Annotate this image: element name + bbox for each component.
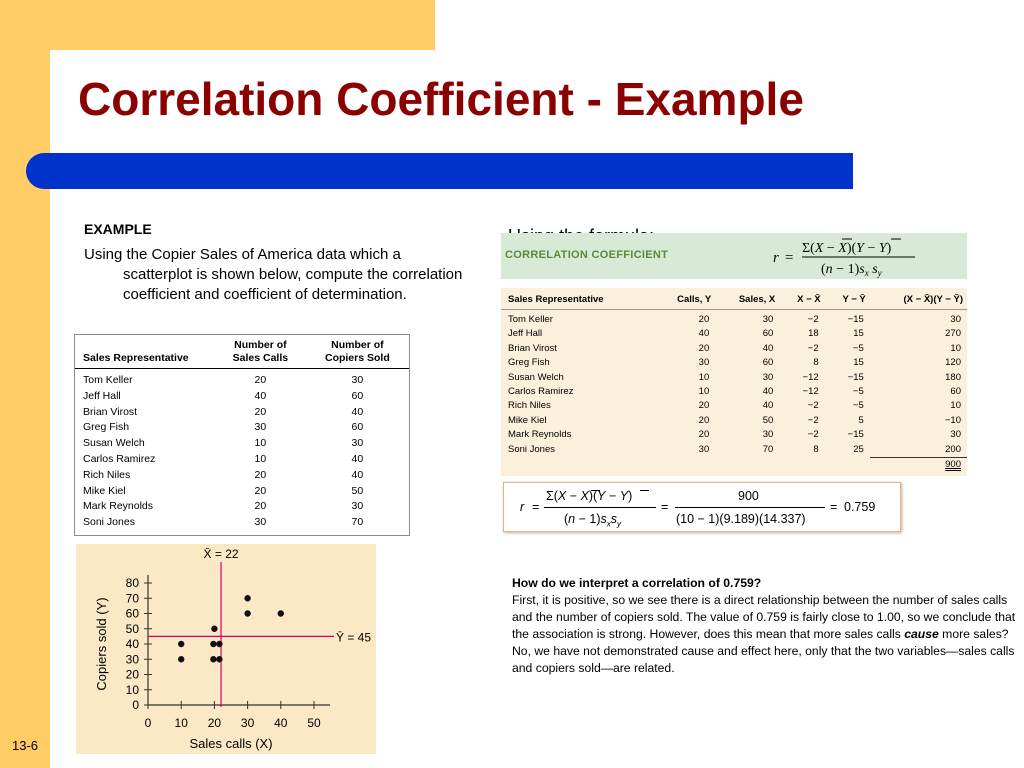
table-row bbox=[501, 327, 967, 341]
calc-cell: 30 bbox=[762, 429, 774, 441]
table-row bbox=[75, 452, 409, 468]
scatter-svg bbox=[76, 544, 376, 754]
calc-cell: 40 bbox=[698, 328, 710, 340]
calc-cell: −5 bbox=[852, 386, 864, 398]
svg-text:Σ(X − X)(Y − Y): Σ(X − X)(Y − Y) bbox=[802, 241, 892, 256]
data-point bbox=[211, 626, 217, 632]
calc-cell: Jeff Hall bbox=[508, 328, 543, 340]
sales-calls-cell: 10 bbox=[254, 437, 267, 450]
svg-text:(n − 1)sx sy: $(n - 1)s_x$ $s_y$ bbox=[821, 262, 882, 278]
calc-cell: 60 bbox=[950, 386, 961, 398]
calc-cell: −2 bbox=[807, 314, 819, 325]
sales-calls-cell: 20 bbox=[254, 484, 267, 497]
interpretation-block bbox=[512, 575, 1017, 677]
table-row bbox=[501, 443, 967, 458]
copiers-sold-cell: 40 bbox=[351, 468, 364, 481]
x-tick-label: 20 bbox=[207, 716, 222, 730]
sales-calls-cell: 20 bbox=[254, 468, 267, 481]
table-row bbox=[75, 436, 409, 452]
calc-cell: −15 bbox=[847, 429, 864, 441]
interpretation-emphasis: cause bbox=[904, 627, 939, 641]
calc-col-header: X − X̄ bbox=[797, 294, 821, 305]
scatterplot bbox=[76, 544, 376, 754]
calc-cell: 18 bbox=[808, 328, 819, 340]
calc-cell: −15 bbox=[847, 371, 864, 383]
calc-cell: Soni Jones bbox=[508, 443, 556, 455]
y-tick-label: 80 bbox=[125, 576, 139, 590]
calc-cell: −10 bbox=[944, 414, 961, 426]
table-row bbox=[75, 484, 409, 500]
calc-cell: Tom Keller bbox=[508, 314, 553, 325]
sales-calls-cell: 30 bbox=[254, 516, 267, 529]
result-formula-numerator: Σ(X − X)(Y − Y) bbox=[546, 489, 633, 503]
calc-cell: −15 bbox=[847, 314, 864, 325]
result-equals-3: = bbox=[830, 500, 838, 514]
calc-cell: 10 bbox=[698, 386, 710, 398]
copiers-sold-cell: 40 bbox=[351, 405, 364, 418]
x-tick-label: 0 bbox=[144, 716, 152, 730]
y-axis-title: Copiers sold (Y) bbox=[94, 597, 109, 691]
calc-col-header: Y − Ȳ bbox=[842, 294, 866, 305]
sales-calls-cell: 20 bbox=[254, 405, 267, 418]
calc-cell: 120 bbox=[945, 357, 961, 369]
sales-calls-cell: 20 bbox=[254, 500, 267, 513]
result-denominator-value: (10 − 1)(9.189)(14.337) bbox=[676, 512, 806, 526]
result-r-value: 0.759 bbox=[844, 500, 876, 514]
table-row bbox=[501, 310, 967, 328]
calc-cell: Rich Niles bbox=[508, 400, 551, 412]
table-row bbox=[501, 371, 967, 385]
data-point bbox=[210, 641, 216, 647]
interpretation-text: First, it is positive, so we see there is a direct relationship between the number of sales calls and the number of copiers sold. The value of 0.759 is fairly close to 1.00, so we conclude that the association is strong. However, does this mean that more sales calls cause more sales? No, we have not demonstrated cause and effect here, only that the two variables—sales calls and copiers sold—are related. bbox=[512, 593, 1016, 675]
col-header-rep: Sales Representative bbox=[83, 352, 189, 364]
sales-calls-cell: 30 bbox=[254, 421, 267, 434]
data-point bbox=[244, 595, 250, 601]
result-equals-2: = bbox=[661, 500, 669, 514]
y-tick-label: 20 bbox=[125, 667, 139, 682]
calc-cell: −5 bbox=[852, 342, 864, 354]
calc-cell: 60 bbox=[762, 328, 774, 340]
calc-cell: 5 bbox=[858, 414, 864, 426]
copiers-sold-cell: 60 bbox=[351, 389, 364, 402]
calc-cell: 10 bbox=[950, 342, 961, 354]
copiers-sold-cell: 60 bbox=[351, 421, 364, 434]
calc-cell: 60 bbox=[762, 357, 774, 369]
calc-cell: Brian Virost bbox=[508, 342, 557, 354]
correlation-banner-label: CORRELATION COEFFICIENT bbox=[505, 249, 669, 261]
table-row bbox=[75, 389, 409, 405]
rep-name-cell: Carlos Ramirez bbox=[83, 452, 156, 465]
calculation-table bbox=[501, 288, 967, 476]
table-row bbox=[75, 369, 409, 389]
copiers-sold-cell: 30 bbox=[351, 437, 364, 450]
y-tick-label: 30 bbox=[125, 652, 139, 667]
calc-cell: 20 bbox=[698, 429, 710, 441]
calc-cell: 20 bbox=[698, 342, 710, 354]
x-tick-label: 50 bbox=[307, 716, 321, 730]
calc-cell: Susan Welch bbox=[508, 371, 564, 383]
data-point bbox=[210, 656, 216, 662]
slide-number: 13-6 bbox=[12, 738, 39, 753]
calc-cell: 200 bbox=[870, 443, 967, 458]
calc-cell: −12 bbox=[802, 386, 819, 398]
sales-calls-cell: 10 bbox=[254, 452, 267, 465]
y-tick-label: 10 bbox=[125, 682, 139, 697]
calc-cell: −2 bbox=[807, 342, 819, 354]
y-tick-label: 50 bbox=[125, 621, 139, 636]
total-row bbox=[501, 458, 967, 473]
calc-total-cell: 900 bbox=[945, 459, 961, 471]
rep-name-cell: Soni Jones bbox=[83, 516, 135, 529]
svg-text:=: = bbox=[785, 250, 794, 266]
copiers-sold-cell: 70 bbox=[351, 516, 364, 529]
sales-calls-cell: 20 bbox=[254, 374, 267, 386]
data-point bbox=[178, 641, 184, 647]
calc-cell: 15 bbox=[853, 328, 864, 340]
rep-name-cell: Tom Keller bbox=[83, 374, 133, 386]
sales-data-table bbox=[74, 334, 410, 536]
data-point bbox=[178, 656, 184, 662]
data-point bbox=[278, 610, 284, 616]
calc-cell: 8 bbox=[813, 357, 819, 369]
data-point bbox=[216, 656, 222, 662]
rep-name-cell: Jeff Hall bbox=[83, 389, 121, 402]
calc-cell: −2 bbox=[807, 414, 819, 426]
calc-cell: 180 bbox=[945, 371, 961, 383]
calc-cell: 30 bbox=[698, 357, 710, 369]
calc-cell: 15 bbox=[853, 357, 864, 369]
copiers-sold-cell: 30 bbox=[351, 500, 364, 513]
example-text: Using the Copier Sales of America data which a scatterplot is shown below, compute the correlation coefficient and coefficient of determination. bbox=[84, 246, 463, 303]
calc-cell: 30 bbox=[950, 429, 961, 441]
result-formula-denominator: $(n - 1)s_xs_y$ bbox=[564, 512, 621, 529]
table-row bbox=[501, 385, 967, 399]
title-underline-bar bbox=[26, 153, 853, 189]
mean-y-label: Ȳ = 45 bbox=[336, 630, 372, 645]
top-accent-band bbox=[0, 0, 435, 50]
calc-cell: 70 bbox=[762, 443, 774, 455]
rep-name-cell: Mike Kiel bbox=[83, 484, 126, 497]
result-equals-1: = bbox=[532, 500, 540, 514]
rep-name-cell: Mark Reynolds bbox=[83, 500, 154, 513]
calc-cell: 50 bbox=[762, 414, 774, 426]
left-accent-band bbox=[0, 0, 50, 768]
calc-cell: 10 bbox=[698, 371, 710, 383]
copiers-sold-cell: 40 bbox=[351, 452, 364, 465]
y-tick-label: 70 bbox=[125, 591, 139, 606]
copiers-sold-cell: 30 bbox=[351, 374, 364, 386]
calc-cell: 30 bbox=[950, 314, 961, 325]
data-point bbox=[244, 610, 250, 616]
col-header-calls: Number of Sales Calls bbox=[232, 339, 289, 364]
slide-title: Correlation Coefficient - Example bbox=[78, 73, 804, 125]
example-heading: EXAMPLE bbox=[84, 221, 152, 237]
calc-col-header: Sales, X bbox=[738, 294, 776, 305]
table-row bbox=[75, 515, 409, 531]
calc-cell: 40 bbox=[762, 400, 774, 412]
table-row bbox=[75, 420, 409, 436]
calc-cell: 30 bbox=[698, 443, 710, 455]
result-formula-box bbox=[503, 482, 901, 532]
example-block bbox=[84, 219, 464, 305]
table-row bbox=[501, 428, 967, 442]
calc-cell: −12 bbox=[802, 371, 819, 383]
calc-cell: Carlos Ramirez bbox=[508, 386, 574, 398]
svg-text:r: r bbox=[773, 250, 779, 266]
table-row bbox=[501, 414, 967, 428]
x-tick-label: 30 bbox=[240, 716, 255, 730]
calc-cell: −2 bbox=[807, 429, 819, 441]
x-tick-label: 40 bbox=[274, 716, 288, 730]
calc-col-header: Sales Representative bbox=[508, 294, 604, 305]
rep-name-cell: Susan Welch bbox=[83, 437, 145, 450]
mean-x-label: X̄ = 22 bbox=[203, 547, 239, 561]
calc-cell: 30 bbox=[762, 314, 774, 325]
calc-cell: 20 bbox=[698, 414, 710, 426]
table-row bbox=[75, 405, 409, 421]
col-header-copiers: Number of Copiers Sold bbox=[324, 339, 390, 364]
table-row bbox=[75, 499, 409, 515]
calc-cell: 8 bbox=[813, 443, 819, 455]
calc-cell: 10 bbox=[950, 400, 961, 412]
table-row bbox=[501, 356, 967, 370]
y-tick-label: 0 bbox=[132, 698, 139, 712]
calc-col-header: (X − X̄)(Y − Ȳ) bbox=[903, 294, 963, 305]
rep-name-cell: Greg Fish bbox=[83, 421, 130, 434]
calc-col-header: Calls, Y bbox=[677, 294, 712, 305]
calc-cell: Greg Fish bbox=[508, 357, 550, 369]
calc-cell: 270 bbox=[945, 328, 961, 340]
calc-cell: 20 bbox=[698, 400, 710, 412]
calc-cell: Mike Kiel bbox=[508, 414, 547, 426]
calc-cell: −2 bbox=[807, 400, 819, 412]
table-row bbox=[75, 468, 409, 484]
rep-name-cell: Rich Niles bbox=[83, 468, 131, 481]
table-row bbox=[501, 342, 967, 356]
calc-cell: 40 bbox=[762, 386, 774, 398]
sales-calls-cell: 40 bbox=[254, 389, 267, 402]
calc-cell: −5 bbox=[852, 400, 864, 412]
correlation-formula-banner bbox=[501, 233, 967, 279]
y-tick-label: 60 bbox=[125, 606, 139, 621]
x-axis-title: Sales calls (X) bbox=[189, 736, 273, 751]
x-tick-label: 10 bbox=[174, 716, 188, 730]
calc-cell: 30 bbox=[762, 371, 774, 383]
calc-cell: 40 bbox=[762, 342, 774, 354]
result-r-symbol: r bbox=[520, 500, 525, 514]
copiers-sold-cell: 50 bbox=[351, 484, 364, 497]
interpretation-question: How do we interpret a correlation of 0.759? bbox=[512, 576, 762, 590]
result-numerator-value: 900 bbox=[738, 489, 759, 503]
y-tick-label: 40 bbox=[125, 637, 139, 651]
calc-cell: Mark Reynolds bbox=[508, 429, 572, 441]
calc-cell: 20 bbox=[698, 314, 710, 325]
correlation-formula bbox=[771, 235, 941, 279]
rep-name-cell: Brian Virost bbox=[83, 405, 138, 418]
calc-cell: 25 bbox=[853, 443, 864, 455]
data-point bbox=[216, 641, 222, 647]
table-row bbox=[501, 399, 967, 413]
